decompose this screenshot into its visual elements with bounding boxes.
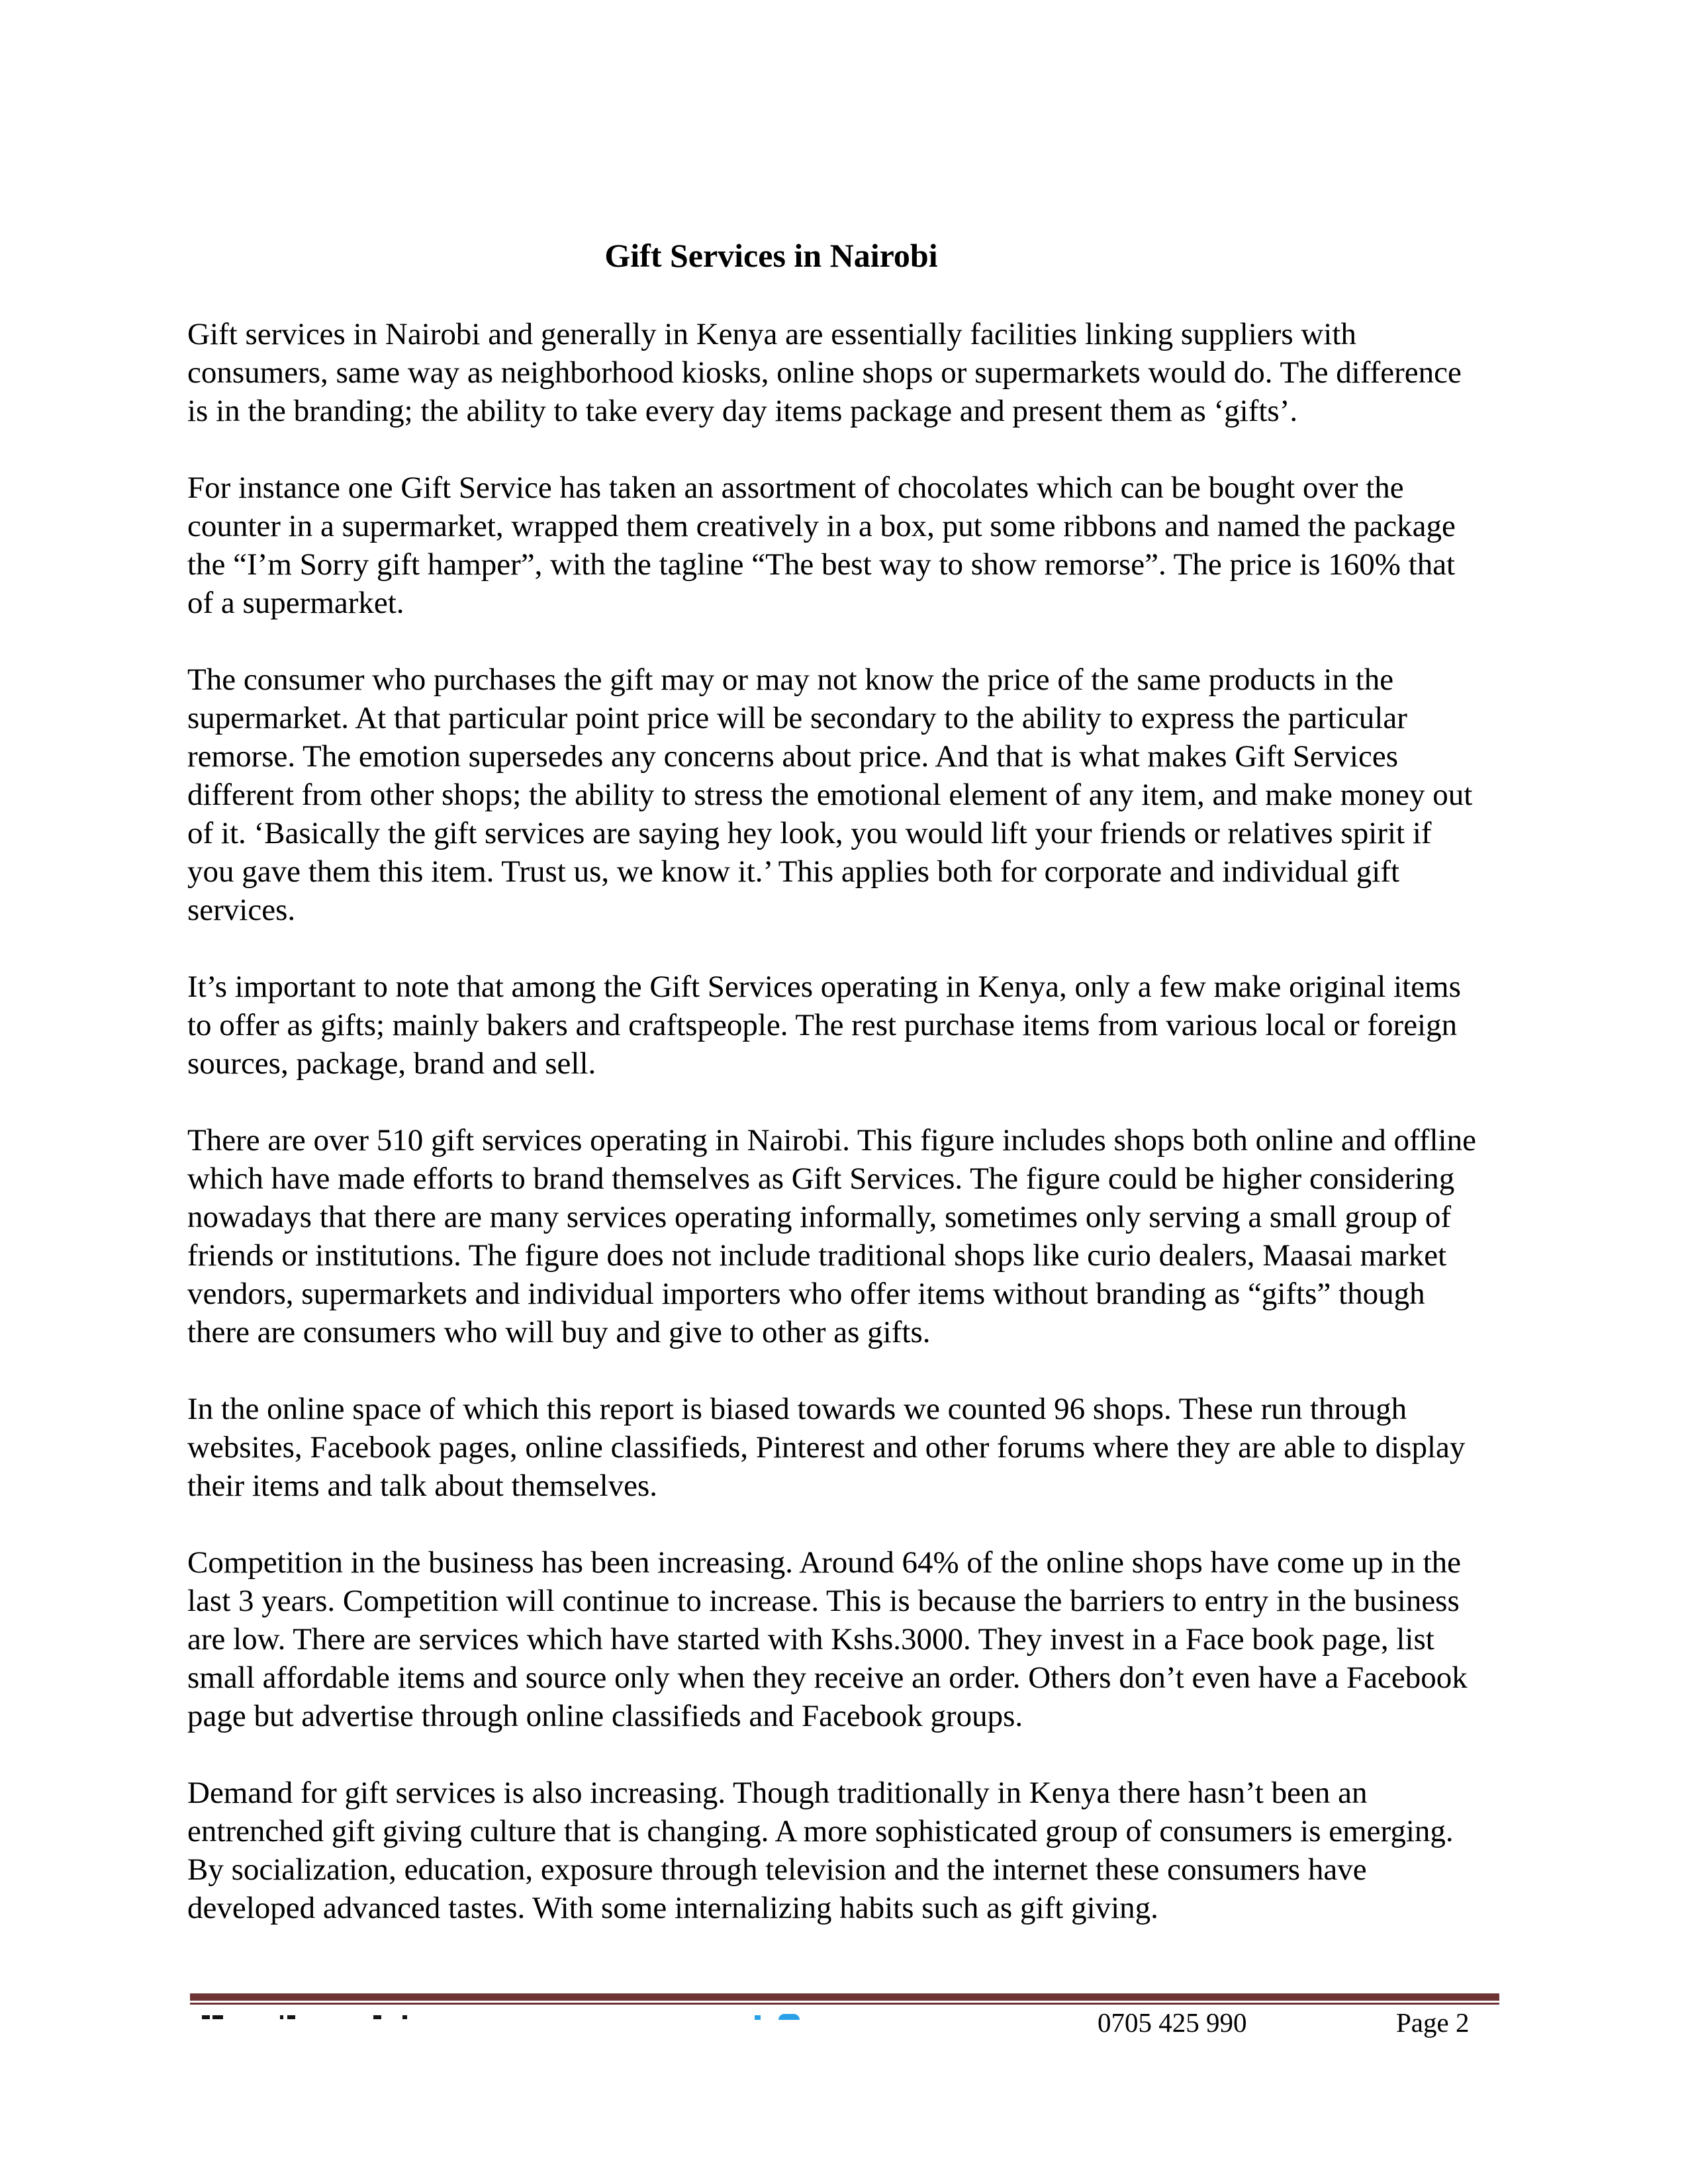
footer-rule-thin: [190, 2003, 1499, 2005]
paragraph-original-items: It’s important to note that among the Gift Services operating in Kenya, only a few make original items to offer as gifts; mainly bakers and craftspeople. The rest purchase items from various local or foreign sources, package, brand and sell.: [187, 970, 1461, 1081]
paragraph-competition: Competition in the business has been increasing. Around 64% of the online shops have come up in the last 3 years. Competition will continue to increase. This is because the barriers to entry in the business are low. There are services which have started with Kshs.3000. They invest in a Face book page, list small affordable items and source only when they receive an order. Others don’t even have a Facebook page but advertise through online classifieds and Facebook groups.: [187, 1545, 1468, 1733]
paragraph-510-services: There are over 510 gift services operating in Nairobi. This figure includes shops both online and offline which have made efforts to brand themselves as Gift Services. The figure could be higher considering nowadays that there are many services operating informally, sometimes only serving a small group of friends or institutions. The figure does not include traditional shops like curio dealers, Maasai market vendors, supermarkets and individual importers who offer items without branding as “gifts” though there are consumers who will buy and give to other as gifts.: [187, 1123, 1476, 1349]
document-content: [187, 236, 1485, 1966]
paragraph-consumer: The consumer who purchases the gift may or may not know the price of the same products in the supermarket. At that particular point price will be secondary to the ability to express the particular remorse. The emotion supersedes any concerns about price. And that is what makes Gift Services different from other shops; the ability to stress the emotional element of any item, and make money out of it. ‘Basically the gift services are saying hey look, you would lift your friends or relatives spirit if you gave them this item. Trust us, we know it.’ This applies both for corporate and individual gift services.: [187, 662, 1473, 927]
paragraph-intro: Gift services in Nairobi and generally in Kenya are essentially facilities linking suppliers with consumers, same way as neighborhood kiosks, online shops or supermarkets would do. The difference is in the branding; the ability to take every day items package and present them as ‘gifts’.: [187, 317, 1462, 428]
footer-phone-clipped: 0705 425 990: [1098, 2007, 1247, 2038]
paragraph-example: For instance one Gift Service has taken an assortment of chocolates which can be bought over the counter in a supermarket, wrapped them creatively in a box, put some ribbons and named the package the “I’m Sorry gift hamper”, with the tagline “The best way to show remorse”. The price is 160% that of a supermarket.: [187, 471, 1456, 620]
page-title: Gift Services in Nairobi: [604, 237, 938, 274]
paragraph-online-space: In the online space of which this report is biased towards we counted 96 shops. These run through websites, Facebook pages, online classifieds, Pinterest and other forums where they are able to display their items and talk about themselves.: [187, 1392, 1466, 1503]
footer-page-number-clipped: Page 2: [1396, 2007, 1470, 2038]
footer-rule-thick: [190, 1993, 1499, 2001]
paragraph-demand: Demand for gift services is also increasing. Though traditionally in Kenya there hasn’t been an entrenched gift giving culture that is changing. A more sophisticated group of consumers is emerging. By socialization, education, exposure through television and the internet these consumers have developed advanced tastes. With some internalizing habits such as gift giving.: [187, 1776, 1454, 1925]
footer-row-clipped: [187, 2005, 1505, 2038]
